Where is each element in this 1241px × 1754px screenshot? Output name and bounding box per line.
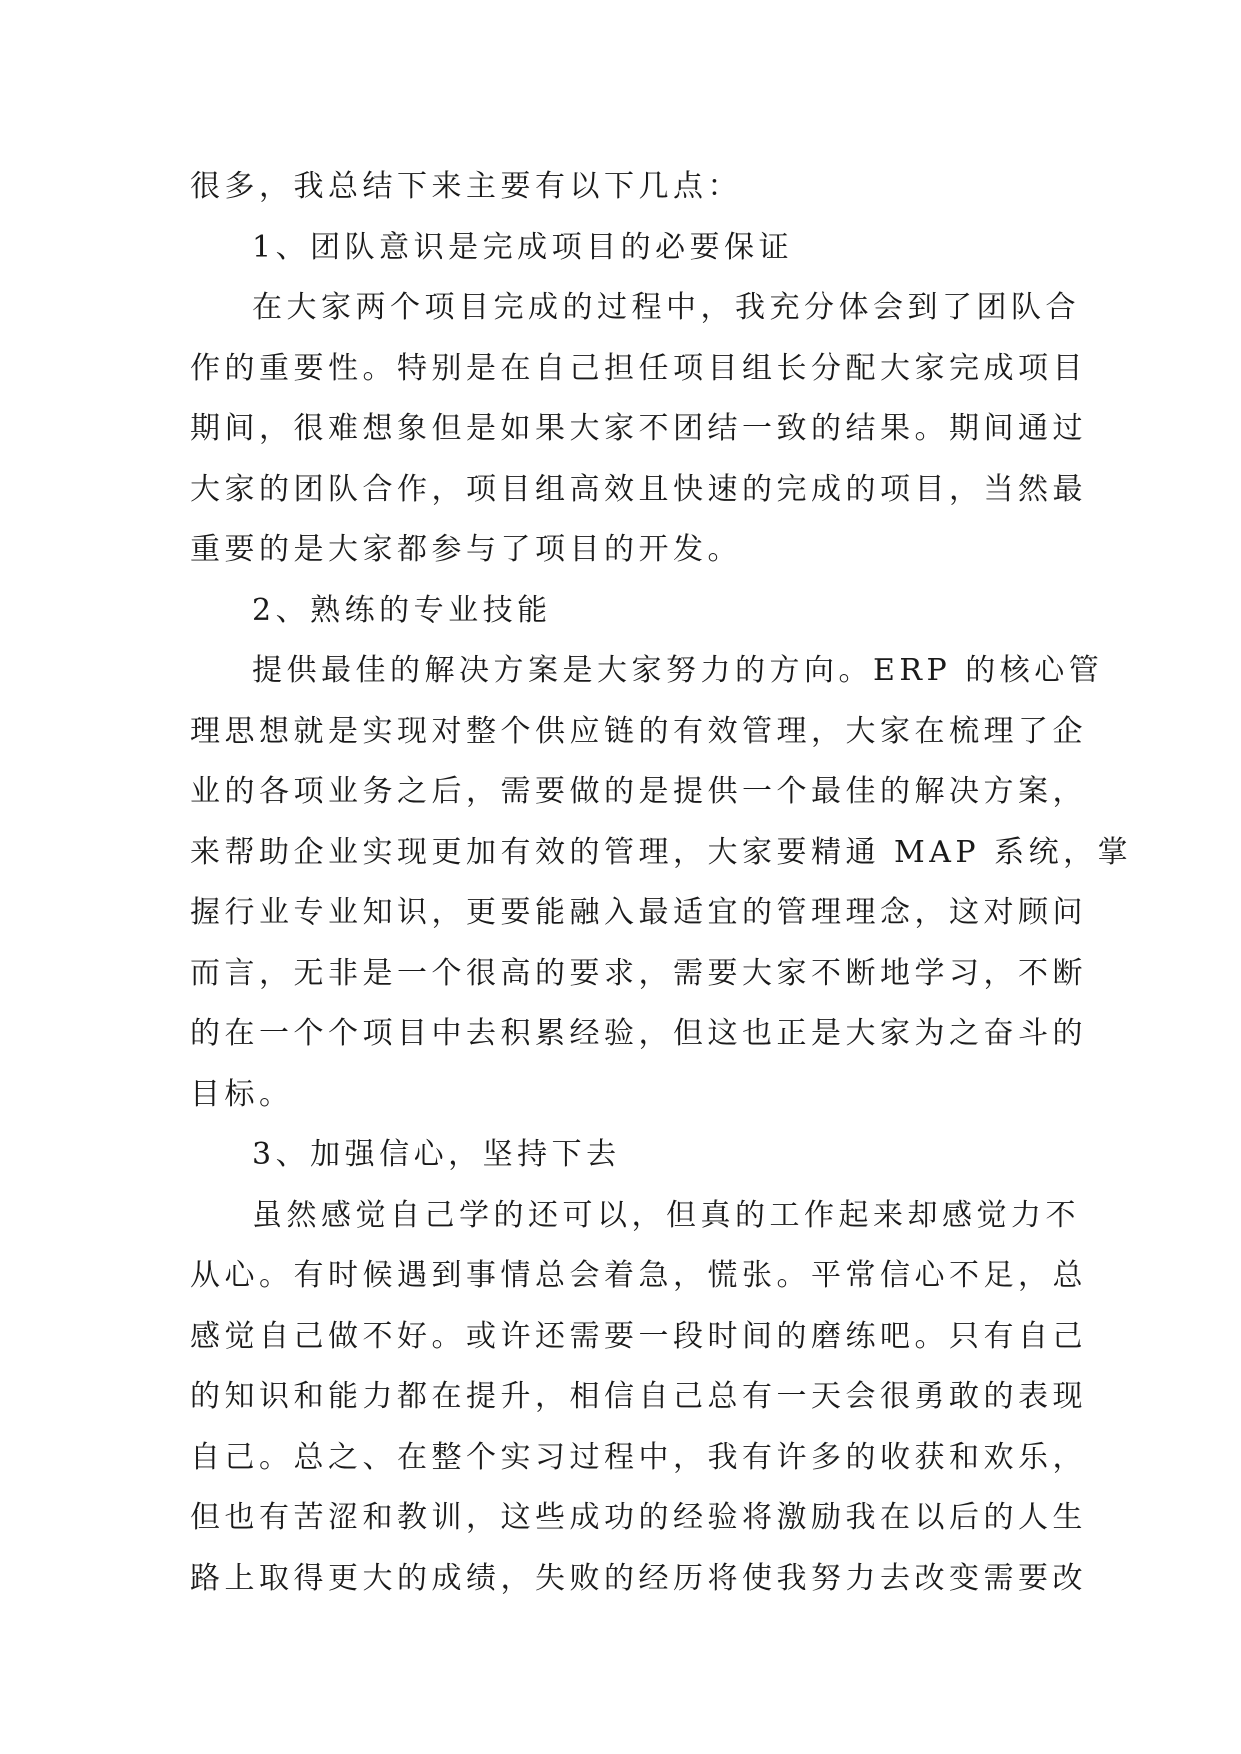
text-line: 很多，我总结下来主要有以下几点： <box>190 169 742 204</box>
text-line: 理思想就是实现对整个供应链的有效管理，大家在梳理了企 <box>190 713 1087 749</box>
text-line: 来帮助企业实现更加有效的管理，大家要精通 MAP 系统，掌 <box>190 834 1133 870</box>
text-line: 作的重要性。特别是在自己担任项目组长分配大家完成项目 <box>190 350 1087 386</box>
text-line: 但也有苦涩和教训，这些成功的经验将激励我在以后的人生 <box>190 1500 1087 1535</box>
text-line: 的在一个个项目中去积累经验，但这也正是大家为之奋斗的 <box>190 1016 1087 1051</box>
text-line: 业的各项业务之后，需要做的是提供一个最佳的解决方案， <box>190 774 1087 809</box>
text-line: 大家的团队合作，项目组高效且快速的完成的项目，当然最 <box>190 471 1087 507</box>
text-line: 重要的是大家都参与了项目的开发。 <box>190 532 742 567</box>
text-line: 路上取得更大的成绩，失败的经历将使我努力去改变需要改 <box>190 1560 1087 1596</box>
section-heading-3: 3、加强信心，坚持下去 <box>252 1137 621 1172</box>
section-heading-2: 2、熟练的专业技能 <box>252 592 552 628</box>
text-line: 握行业专业知识，更要能融入最适宜的管理理念，这对顾问 <box>190 895 1087 930</box>
text-line: 在大家两个项目完成的过程中，我充分体会到了团队合 <box>252 290 1080 325</box>
text-line: 自己。总之、在整个实习过程中，我有许多的收获和欢乐， <box>190 1439 1087 1475</box>
text-line: 提供最佳的解决方案是大家努力的方向。ERP 的核心管 <box>252 653 1104 688</box>
section-heading-1: 1、团队意识是完成项目的必要保证 <box>252 229 794 265</box>
text-line: 感觉自己做不好。或许还需要一段时间的磨练吧。只有自己 <box>190 1318 1087 1354</box>
text-line: 期间，很难想象但是如果大家不团结一致的结果。期间通过 <box>190 411 1087 446</box>
text-line: 目标。 <box>190 1076 294 1112</box>
text-line: 而言，无非是一个很高的要求，需要大家不断地学习，不断 <box>190 955 1087 991</box>
document-body <box>190 157 1133 1609</box>
text-line: 虽然感觉自己学的还可以，但真的工作起来却感觉力不 <box>252 1197 1080 1233</box>
text-line: 从心。有时候遇到事情总会着急，慌张。平常信心不足，总 <box>190 1258 1087 1293</box>
text-line: 的知识和能力都在提升，相信自己总有一天会很勇敢的表现 <box>190 1379 1087 1414</box>
